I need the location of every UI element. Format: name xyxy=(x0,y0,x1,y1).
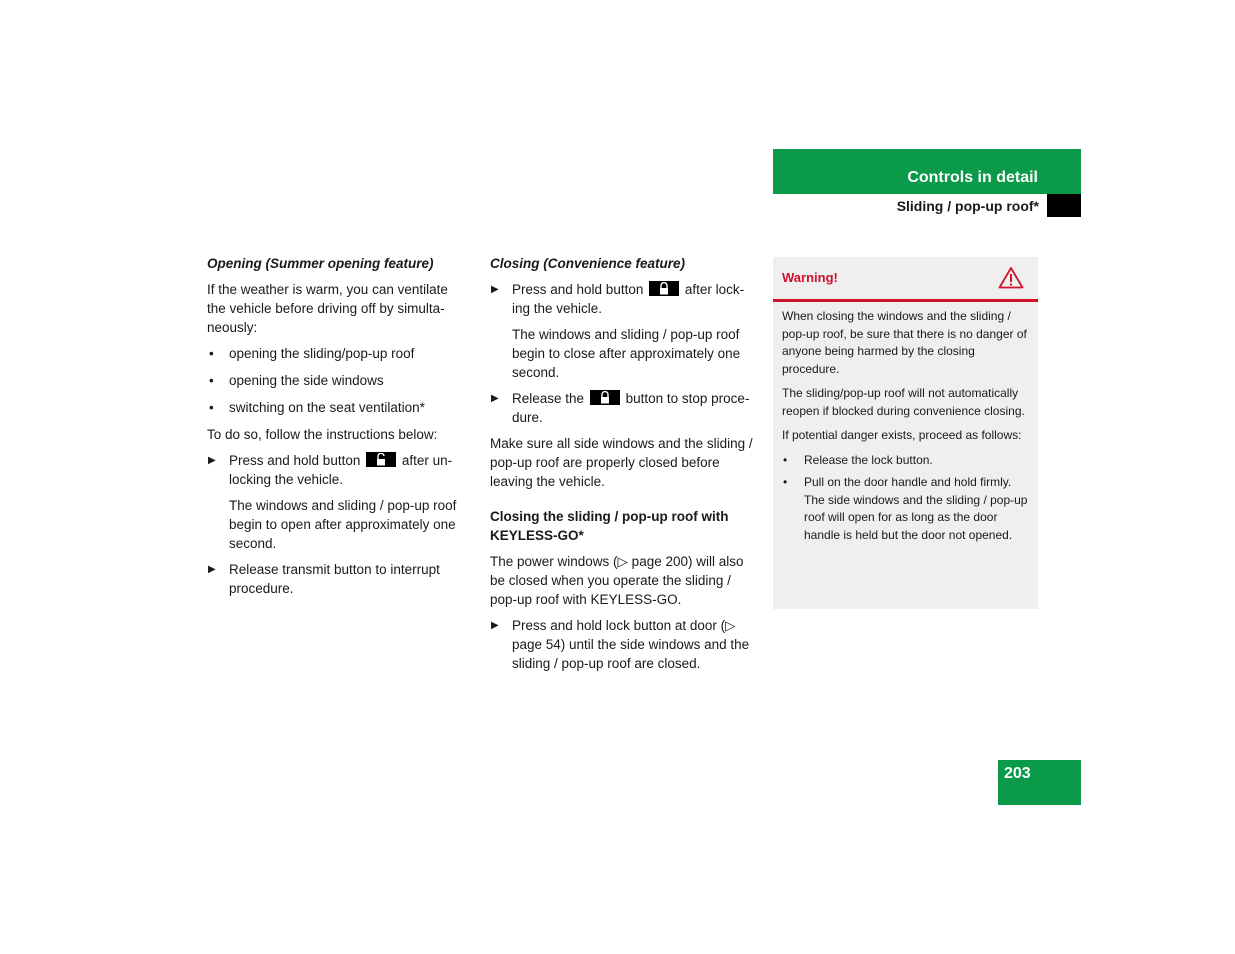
warning-triangle-icon xyxy=(998,266,1024,294)
warning-box xyxy=(773,257,1038,609)
warning-header xyxy=(773,257,1038,302)
warning-text: When closing the windows and the sliding / pop-up roof, be sure that there is no danger of anyone being harmed by the closing procedure. xyxy=(782,309,1027,376)
keyless-text: The power windows (▷ page 200) will also be closed when you operate the sliding / pop-up roof with KEYLESS-GO. xyxy=(490,554,744,607)
page-number: 203 xyxy=(1004,765,1031,782)
step-item: ▶ Press and hold lock button at door (▷ page 54) until the side windows and the sliding / pop-up roof are closed. xyxy=(491,618,750,671)
step-arrow-icon: ▶ xyxy=(491,284,499,295)
step-item: ▶ Press and hold button after unlocking the vehicle. xyxy=(208,453,453,487)
page-number-box xyxy=(998,760,1081,805)
note-text: Make sure all side windows and the sliding / pop-up roof are properly closed before leaving the vehicle. xyxy=(490,436,753,489)
section-title: Controls in detail xyxy=(907,169,1038,186)
instruction-intro: To do so, follow the instructions below: xyxy=(207,427,438,442)
subsection-title: Sliding / pop-up roof* xyxy=(896,198,1039,214)
step-item: ▶ Release the button to stop procedure. xyxy=(491,391,750,425)
warning-text: The sliding/pop-up roof will not automatically reopen if blocked during convenience closing. xyxy=(782,386,1025,418)
heading-opening: Opening (Summer opening feature) xyxy=(207,256,434,271)
list-item: • opening the sliding/pop-up roof xyxy=(209,346,415,361)
list-item: • Release the lock button. xyxy=(783,452,933,467)
step-arrow-icon: ▶ xyxy=(208,564,216,575)
lock-button-icon xyxy=(649,281,679,296)
step-result: The windows and sliding / pop-up roof begin to close after approximately one second. xyxy=(512,327,741,380)
step-result: The windows and sliding / pop-up roof begin to open after approximately one second. xyxy=(229,498,457,551)
step-item: ▶ Press and hold button after locking the vehicle. xyxy=(491,282,745,316)
intro-text: If the weather is warm, you can ventilate the vehicle before driving off by simultaneously: xyxy=(207,282,448,335)
heading-closing: Closing (Convenience feature) xyxy=(490,256,686,271)
lock-button-icon xyxy=(590,390,620,405)
list-item: • Pull on the door handle and hold firmly. The side windows and the sliding / pop-up roof will open for as long as the door handle is held but the door not opened. xyxy=(783,475,1028,542)
step-arrow-icon: ▶ xyxy=(491,393,499,404)
column-opening xyxy=(207,254,469,605)
heading-keyless: Closing the sliding / pop-up roof with KEYLESS-GO* xyxy=(490,509,729,543)
warning-title: Warning! xyxy=(782,270,838,285)
step-arrow-icon: ▶ xyxy=(491,620,499,631)
header-marker xyxy=(1047,194,1081,217)
header-bar xyxy=(773,149,1081,194)
list-item: • opening the side windows xyxy=(209,373,384,388)
step-arrow-icon: ▶ xyxy=(208,455,216,466)
column-closing xyxy=(490,254,756,680)
warning-text: If potential danger exists, proceed as follows: xyxy=(782,428,1022,442)
unlock-button-icon xyxy=(366,452,396,467)
step-item: ▶ Release transmit button to interrupt procedure. xyxy=(208,562,440,596)
list-item: • switching on the seat ventilation* xyxy=(209,400,425,415)
